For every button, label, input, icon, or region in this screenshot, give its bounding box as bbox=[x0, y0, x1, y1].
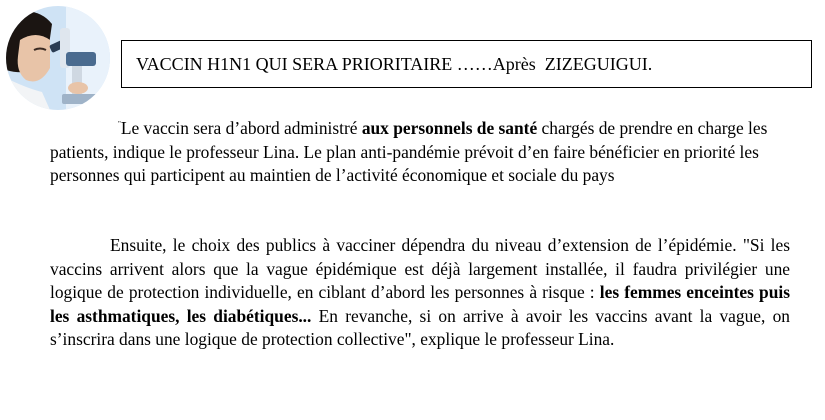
paragraph-1-bold: aux personnels de santé bbox=[361, 118, 538, 138]
open-quote: " bbox=[118, 120, 121, 128]
paragraph-2-text-2: En revanche, si on arrive à avoir les vaccins avant la vague, on s’inscrira dans une logique de protection collective", explique le professeur Lina. bbox=[50, 305, 790, 349]
paragraph-1 bbox=[50, 113, 790, 188]
paragraph-2-bold: les femmes enceintes puis les asthmatiques, les diabétiques... bbox=[50, 282, 790, 326]
paragraph-1-text-2: chargés de prendre en charge les patients, indique le professeur Lina. Le plan anti-pandémie prévoit d’en faire bénéficier en priorité les personnes qui participent au maintien de l’activité économique et sociale du pays bbox=[50, 118, 768, 185]
paragraph-2 bbox=[50, 234, 790, 352]
paragraph-2-text-1: Ensuite, le choix des publics à vacciner dépendra du niveau d’extension de l’épidémie. "Si les vaccins arrivent alors que la vague épidémique est déjà largement installée, il faudra privilégier une logique de protection individuelle, en ciblant d’abord les personnes à risque : bbox=[50, 235, 790, 302]
title-box: VACCIN H1N1 QUI SERA PRIORITAIRE ……Après ZIZEGUIGUI. bbox=[121, 40, 812, 88]
scientist-microscope-photo bbox=[6, 6, 110, 110]
paragraph-1-text-1: Le vaccin sera d’abord administré bbox=[120, 118, 362, 138]
